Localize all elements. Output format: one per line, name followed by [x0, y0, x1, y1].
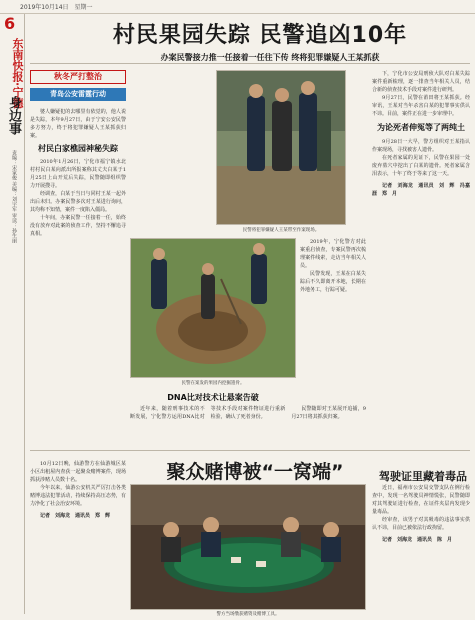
article-paragraph: 经审查，该男子对其吸毒的违法事实供认不讳，目前已被依法行政拘留。 — [372, 517, 470, 531]
photo-gambling-image — [131, 485, 366, 610]
margin-divider — [24, 14, 25, 614]
article-main-column-2 — [300, 238, 366, 338]
article-paragraph: 9月28日一大早，警方组织对王某指认作案现场，寻找被害人遗骨。 — [372, 139, 470, 153]
gambling-headline: 聚众赌博被“一窝端” — [166, 461, 344, 483]
article-dna-text — [130, 405, 366, 449]
article-paragraph: 十年间，办案民警一任接着一任，始终没有放弃对此案的侦查工作，坚持不懈追寻真相。 — [30, 215, 126, 237]
section-name: 身边事 — [6, 96, 21, 135]
section-title-disappearance: 村民白家樵园神秘失踪 — [38, 144, 118, 153]
photo2-caption: 民警在案发的果园内挖掘遗骨。 — [181, 381, 245, 386]
newspaper-brand: 东南快报·宁德 — [11, 38, 24, 109]
article-paragraph: 近日，福州市公安局交警支队在例行检查中，发现一名驾驶员神情慌张，民警随即对其驾驶证进行检查，在证件夹层内发现少量毒品。 — [372, 485, 470, 515]
campaign-title: 秋冬严打整治 — [30, 70, 126, 84]
section-title-dna: DNA比对技术让悬案告破 — [167, 393, 259, 402]
article-right-column — [372, 70, 470, 448]
article-byline: 记者 刘海龙 通讯员 刘 辉 冯嘉涯 郑 月 — [372, 183, 470, 197]
article-paragraph: 近年来，随着刑事技术的不断发展，宁化警方运用DNA比对等技术手段对案件物证进行重新检验，确认了死者身份。 — [130, 406, 286, 420]
photo3-caption: 警方当场缴获赌资及赌博工具。 — [216, 612, 280, 617]
page-number: 6 — [4, 14, 16, 33]
campaign-subtitle: 青岛公安雷霆行动 — [30, 88, 126, 101]
article-main-column-1 — [30, 108, 126, 448]
article-paragraph: 在死者家属的见证下，民警在果园一处废弃墓穴中挖出了白某的遗骨。死者家属含泪表示，十年了终于等来了这一天。 — [372, 155, 470, 177]
issue-date: 2019年10月14日 星期一 — [20, 4, 93, 11]
main-headline: 村民果园失踪 民警追凶10年 — [112, 23, 408, 48]
article-byline: 记者 刘海龙 通讯员 陈 月 — [382, 537, 453, 543]
article-paragraph: 下，宁化市公安局刑侦大队对白某失踪案件重新梳理，逐一排查当年相关人员，结合新的侦查技术手段对案件进行研判。 — [372, 71, 470, 93]
article-paragraph: 9月27日，民警在莆田将王某抓获。经审讯，王某对当年杀害白某的犯罪事实供认不讳。目前，案件正在进一步审理中。 — [372, 95, 470, 117]
lower-section-rule — [30, 450, 470, 451]
headline-rule — [30, 63, 470, 64]
photo-arrest-image — [217, 71, 346, 225]
article-intro: 婆人嫌疑犯的去哪里有依觉的，他人说是失踪，本年9月27日，由于宁安公安民警多方努力，终于将犯罪嫌疑人王某抓获归案。 — [30, 109, 126, 139]
drug-headline: 驾驶证里藏着毒品 — [379, 470, 467, 483]
drug-article-text — [372, 484, 470, 614]
main-subheadline: 办案民警接力推一任接着一任往下传 终将犯罪嫌疑人王某抓获 — [160, 53, 380, 62]
article-paragraph: 民警随即对王某展开追捕，9月27日将其抓获归案。 — [291, 406, 366, 420]
page-top-bar — [0, 0, 475, 14]
photo1-caption: 民警将犯罪嫌疑人王某带至作案现场。 — [242, 228, 320, 233]
photo-excavation — [130, 238, 296, 378]
photo-excavation-image — [131, 239, 296, 378]
article-paragraph: 2010年1月26日，宁化市福宁镇水北村村民白某向派出所报案称其丈夫白某于1月25日上山开荒后失踪，民警随即组织警力开展搜寻。 — [30, 159, 126, 189]
section-title-justice: 为论死者伸冤等了两纯土 — [377, 123, 465, 132]
article-paragraph: 民警发现，王某在白某失踪后不久即离开本地，长期在外地务工，行踪可疑。 — [300, 271, 366, 293]
article-paragraph: 今年以来，仙游公安机关严厉打击各类赌博违法犯罪活动，持续保持高压态势，有力净化了社会治安环境。 — [30, 485, 126, 507]
article-paragraph: 经调查，白某于当日与同村王某一起外出后未归。办案民警多次对王某进行询问，其均称不知情，案件一度陷入僵局。 — [30, 191, 126, 213]
photo-suspect-arrest — [216, 70, 346, 225]
photo-gambling-raid — [130, 484, 366, 610]
article-paragraph: 2019年，宁化警方对此案重启侦查，专案民警再次梳理案件线索，走访当年相关人员。 — [300, 239, 366, 269]
gambling-article-text — [30, 460, 126, 615]
article-paragraph: 10月12日晚，仙游警方在仙游城区某小区出租屋内查获一起聚众赌博案件，现场抓获涉赌人员数十名。 — [30, 461, 126, 483]
editor-credits: 责编：宋家俊 美编：刘宇军 审读：孙生丽 — [11, 150, 17, 244]
article-byline: 记者 刘海龙 通讯员 郑 辉 — [40, 513, 111, 519]
campaign-badge — [30, 70, 126, 110]
